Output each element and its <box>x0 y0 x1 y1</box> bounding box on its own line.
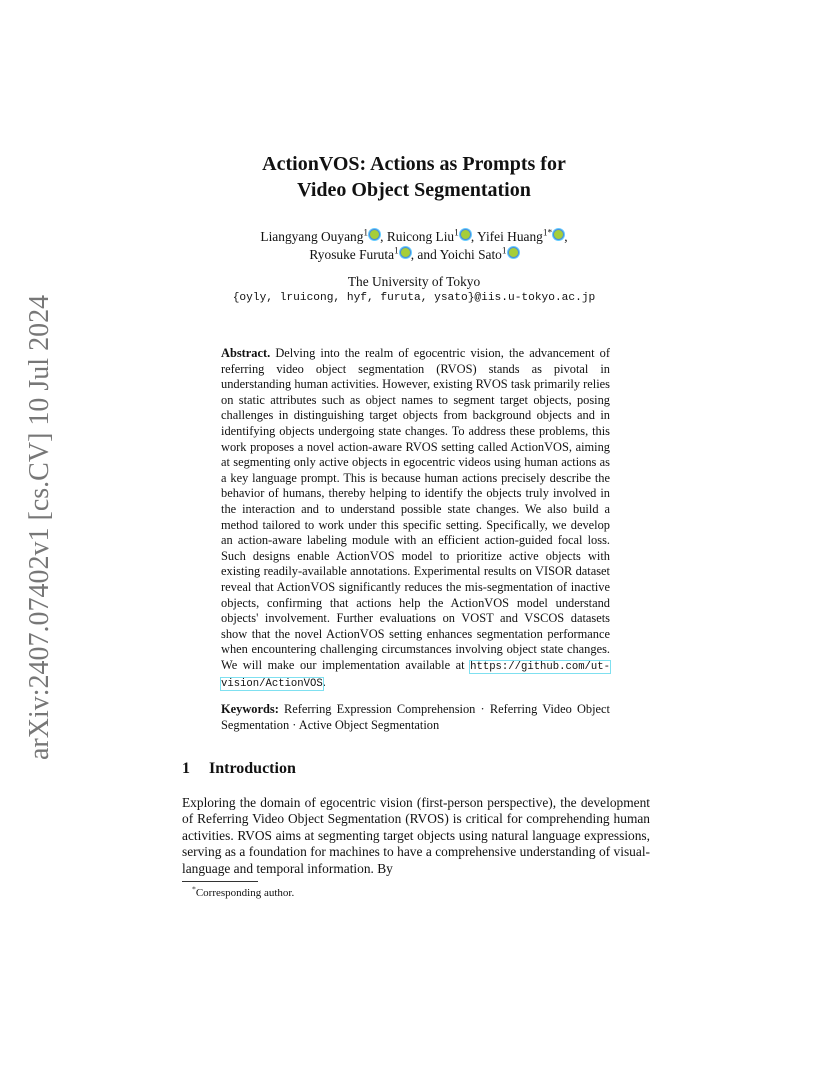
footnote <box>192 886 294 900</box>
keywords-text: Referring Expression Comprehension · Referring Video Object Segmentation · Active Object Segmentation <box>221 702 610 732</box>
footnote-text: Corresponding author. <box>195 887 295 899</box>
paper-title <box>180 151 648 203</box>
orcid-icon[interactable] <box>553 229 564 240</box>
section-number: 1 <box>182 760 190 777</box>
affiliation <box>180 274 648 306</box>
arxiv-sidebar-id: arXiv:2407.07402v1 [cs.CV] 10 Jul 2024 <box>24 294 55 760</box>
footnote-rule <box>182 881 258 882</box>
author-name: Liangyang Ouyang <box>260 229 364 244</box>
code-link[interactable]: https://github.com/ut-vision/ActionVOS <box>221 660 610 691</box>
abstract-text: Delving into the realm of egocentric vision, the advancement of referring video object segmentation (RVOS) stands as pivotal in understanding human activities. However, existing RVOS task primarily relies on static attributes such as object names to segment target objects, posing challenges in distinguishing target objects from background objects and in identifying objects undergoing state changes. To address these problems, this work proposes a novel action-aware RVOS setting called ActionVOS, aiming at segmenting only active objects in egocentric videos using human actions as a key language prompt. This is because human actions precisely describe the behavior of humans, thereby helping to identify the objects truly involved in the interaction and to understand possible state changes. We also build a method tailored to work under this specific setting. Specifically, we develop an action-aware labeling module with an efficient action-guided focal loss. Such designs enable ActionVOS model to prioritize active objects with existing readily-available annotations. Experimental results on VISOR dataset reveal that ActionVOS significantly reduces the mis-segmentation of inactive objects, confirming that actions help the ActionVOS model understand objects' involvement. Further evaluations on VOST and VSCOS datasets show that the novel ActionVOS setting enhances segmentation performance when encountering challenging circumstances involving object state changes. We will make our implementation available at <box>221 346 610 672</box>
orcid-icon[interactable] <box>369 229 380 240</box>
institution: The University of Tokyo <box>347 274 481 289</box>
title-line-1: ActionVOS: Actions as Prompts for <box>262 153 566 175</box>
author-emails: {oyly, lruicong, hyf, furuta, ysato}@iis.u-tokyo.ac.jp <box>232 292 596 304</box>
keywords-label: Keywords: <box>221 702 279 716</box>
keywords <box>221 702 610 733</box>
author-name: Yifei Huang <box>477 229 543 244</box>
author-name: Ruicong Liu <box>386 229 455 244</box>
section-title: Introduction <box>209 760 296 777</box>
footnote-mark: * <box>192 884 196 894</box>
orcid-icon[interactable] <box>508 247 519 258</box>
intro-paragraph: Exploring the domain of egocentric vision (first-person perspective), the development of Referring Video Object Segmentation (RVOS) is critical for comprehending human activities. RVOS aims at segmenting target objects using natural language expressions, serving as a foundation for machines to have a comprehensive understanding of visual-language and temporal information. By <box>182 795 650 876</box>
abstract-label: Abstract. <box>221 346 271 360</box>
author-name: Yoichi Sato <box>439 247 502 262</box>
orcid-icon[interactable] <box>400 247 411 258</box>
author-name: Ryosuke Furuta <box>309 247 395 262</box>
title-line-2: Video Object Segmentation <box>297 179 531 201</box>
author-list: Liangyang Ouyang$^1$ , Ruicong Liu$^1$ , Yifei Huang$^{1*}$ , Ryosuke Furuta$^1$ , and Yoichi Sato$^1$ <box>260 228 568 262</box>
section-heading <box>182 759 296 779</box>
abstract: Abstract. Delving into the realm of egocentric vision, the advancement of referring video object segmentation (RVOS) stands as pivotal in understanding human activities. However, existing RVOS task primarily relies on static attributes such as object names to segment target objects, posing challenges in distinguishing target objects from background objects and in identifying objects undergoing state changes. To address these problems, this work proposes a novel action-aware RVOS setting called ActionVOS, aiming at segmenting only active objects in egocentric videos using human actions as a key language prompt. This is because human actions precisely describe the behavior of humans, thereby helping to identify the objects truly involved in the interaction and to understand possible state changes. We also build a method tailored to work under this specific setting. Specifically, we develop an action-aware labeling module with an efficient action-guided focal loss. Such designs enable ActionVOS model to prioritize active objects with existing readily-available annotations. Experimental results on VISOR dataset reveal that ActionVOS significantly reduces the mis-segmentation of inactive objects, confirming that actions help the ActionVOS model understand objects' involvement. Further evaluations on VOST and VSCOS datasets show that the novel ActionVOS setting enhances segmentation performance when encountering challenging circumstances involving object state changes. We will make our implementation available at https://github.com/ut-vision/ActionVOS. <box>221 346 610 691</box>
orcid-icon[interactable] <box>460 229 471 240</box>
